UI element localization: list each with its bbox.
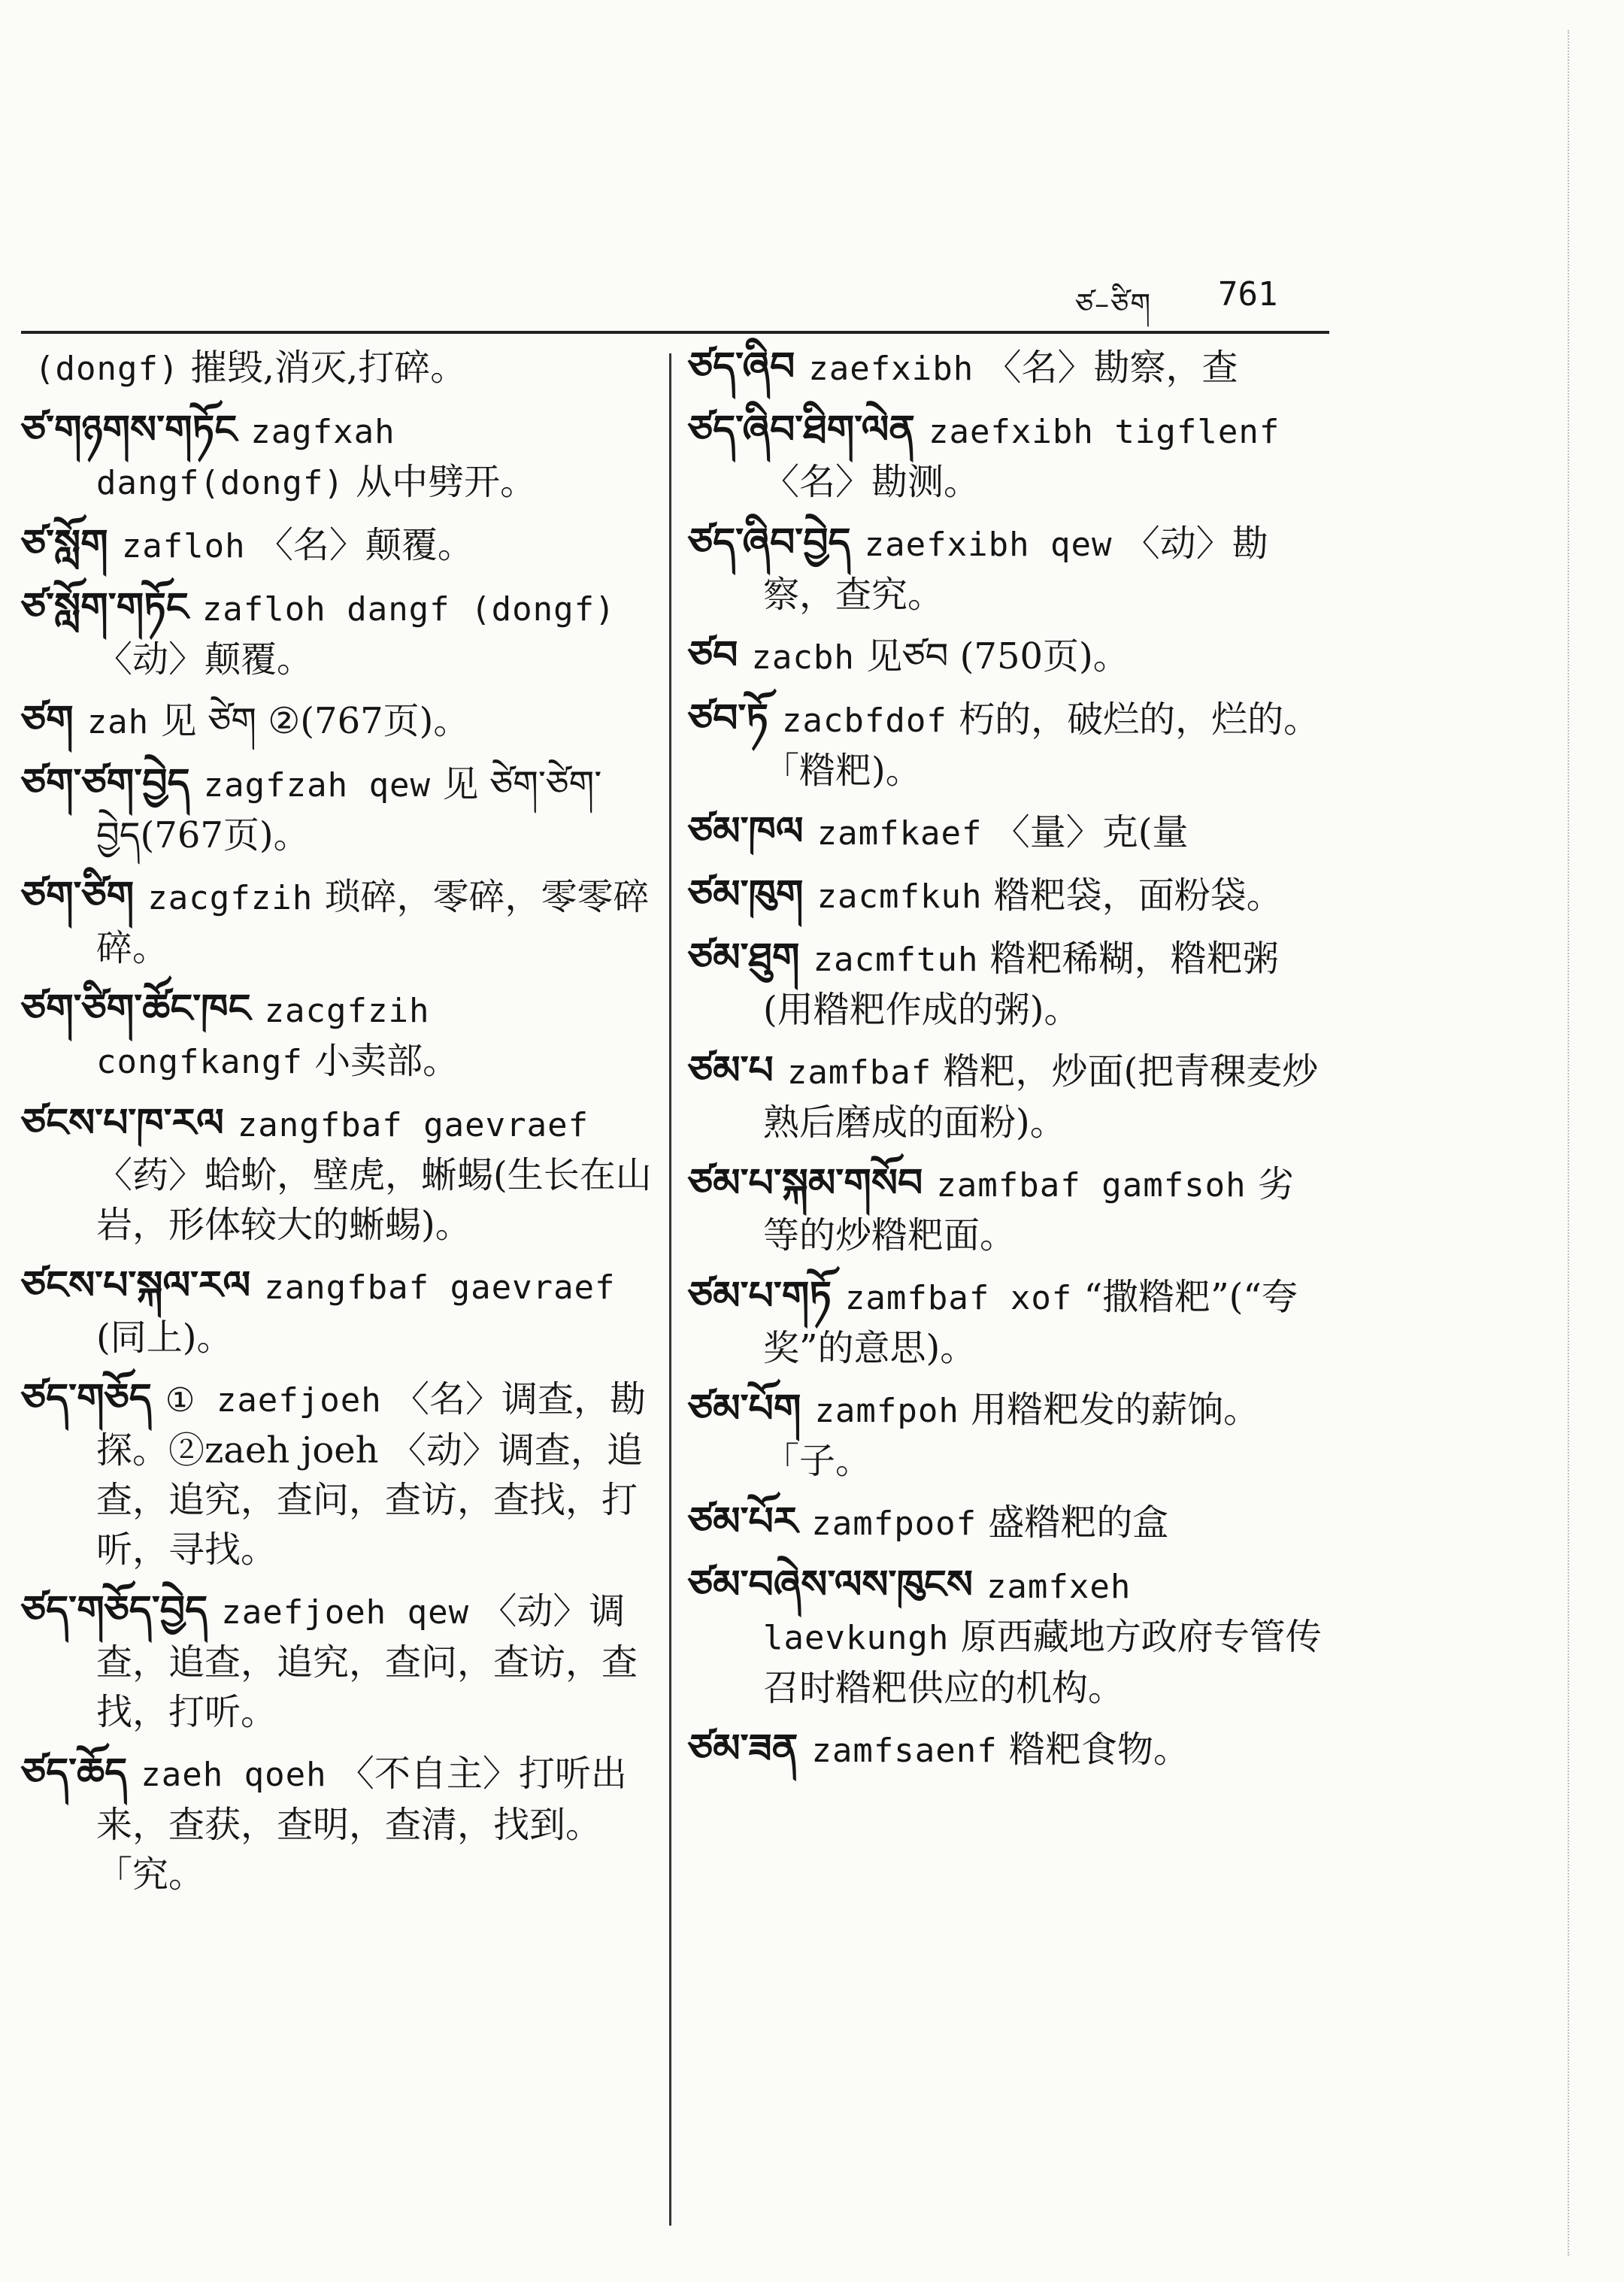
entry-romanization: zaeh qoeh <box>141 1756 327 1794</box>
entry-romanization: zamfpoh <box>814 1392 959 1430</box>
entry-definition: 摧毁,消灭,打碎。 <box>190 347 467 389</box>
running-head: ཙ–ཙིག <box>1075 287 1153 320</box>
entry-definition: (同上)。 <box>96 1317 233 1359</box>
entry-headword: ཙམ་བཞེས་ལས་ཁུངས <box>688 1562 973 1608</box>
entry-headword: ཙ་སློག <box>21 522 108 567</box>
dictionary-entry <box>688 807 1327 859</box>
entry-headword: ཙམ་པོར <box>688 1499 798 1544</box>
entry-definition: 用糌粑发的薪饷。「子。 <box>763 1389 1260 1482</box>
entry-romanization: zamfbaf <box>786 1053 932 1092</box>
entry-definition: 〈不自主〉打听出来，查获，查明，查清，找到。「究。 <box>96 1753 627 1896</box>
dictionary-entry <box>688 1271 1327 1373</box>
entry-romanization: zaefxibh qew <box>864 526 1113 564</box>
entry-headword: ཙམ་ཁལ <box>688 809 804 854</box>
dictionary-entry <box>21 583 653 684</box>
dictionary-entry <box>21 405 653 508</box>
entry-headword: ཙབ <box>688 633 738 678</box>
dictionary-entry <box>21 984 653 1087</box>
dictionary-entry <box>21 696 653 747</box>
entry-headword: ཙམ་ཐུག <box>688 935 800 980</box>
dictionary-entry <box>21 1748 653 1899</box>
dictionary-entry <box>21 1586 653 1737</box>
entry-headword: ཙག <box>21 698 74 743</box>
entry-romanization: zacgfzih <box>147 879 314 917</box>
entry-definition: 〈动〉颠覆。 <box>96 638 314 680</box>
entry-romanization: zaefxibh <box>808 350 974 388</box>
entry-definition: 见 ཙེག་ཙེག་བྱེད(767页)。 <box>96 763 602 856</box>
entry-romanization: (dongf) <box>35 350 180 388</box>
entry-definition: 〈动〉勘察，查究。 <box>763 523 1268 616</box>
page-number: 761 <box>1218 275 1278 314</box>
dictionary-entry <box>21 1099 653 1250</box>
entry-romanization: zamfkaef <box>817 814 983 853</box>
entry-headword: ཙད་ཞིབ་བྱེད <box>688 520 851 565</box>
dictionary-entry <box>688 933 1327 1035</box>
dictionary-entry <box>688 1159 1327 1260</box>
dictionary-entry <box>21 1374 653 1574</box>
entry-definition: “撒糌粑”(“夸奖”的意思)。 <box>763 1276 1298 1369</box>
entry-romanization: zacmfkuh <box>817 877 983 916</box>
entry-romanization: zagfxah dangf(dongf) <box>96 413 395 502</box>
dictionary-entry <box>688 1560 1327 1713</box>
entry-headword: ཙག་ཙིག་ཚོང་ཁང <box>21 986 251 1032</box>
entry-headword: ཙམ་པ <box>688 1048 774 1093</box>
entry-definition: 〈名〉勘测。 <box>763 461 980 503</box>
entry-headword: ཙབ་ཏོ <box>688 696 768 741</box>
entry-romanization: zacgfzih congfkangf <box>96 992 430 1081</box>
entry-headword: ཙ་གཉགས་གཏོང <box>21 408 238 453</box>
entry-romanization: zamfpoof <box>811 1505 977 1543</box>
entry-definition: 盛糌粑的盒 <box>988 1502 1169 1544</box>
entry-definition: 〈药〉蛤蚧，壁虎，蜥蜴(生长在山岩，形体较大的蜥蜴)。 <box>96 1154 652 1246</box>
entry-romanization: zangfbaf gaevraef <box>237 1106 589 1144</box>
entry-romanization: zangfbaf gaevraef <box>264 1268 616 1307</box>
entry-headword: ཙམ་ཁུག <box>688 872 804 917</box>
entry-romanization: zamfxeh laevkungh <box>763 1568 1132 1657</box>
entry-definition: 〈名〉勘察，查 <box>985 347 1238 389</box>
dictionary-entry <box>21 342 653 394</box>
dictionary-entry <box>688 694 1327 796</box>
entry-definition: 见 ཙེག ②(767页)。 <box>160 700 470 742</box>
dictionary-entry <box>688 1497 1327 1549</box>
dictionary-entry <box>688 631 1327 683</box>
left-column <box>21 342 653 1911</box>
entry-definition: 糌粑食物。 <box>1009 1729 1190 1771</box>
entry-romanization: zafloh <box>121 527 246 565</box>
entry-romanization: ① zaefjoeh <box>165 1381 382 1420</box>
entry-headword: ཙམ་པ་གཏོ <box>688 1274 832 1319</box>
dictionary-entry <box>688 405 1327 507</box>
entry-definition: 从中劈开。 <box>356 461 537 503</box>
dictionary-entry <box>21 1261 653 1362</box>
entry-definition: 小卖部。 <box>314 1040 459 1082</box>
scan-edge-mark <box>1568 30 1569 2256</box>
entry-headword: ཙག་ཙག་བྱེད <box>21 761 190 806</box>
entry-headword: ཙད་གཅོད <box>21 1376 152 1421</box>
dictionary-entry <box>688 1724 1327 1776</box>
right-column <box>688 342 1327 1787</box>
entry-romanization: zaefxibh tigflenf <box>928 413 1280 451</box>
dictionary-entry <box>688 1046 1327 1147</box>
dictionary-entry <box>688 1384 1327 1486</box>
dictionary-entry <box>21 871 653 973</box>
entry-definition: 糌粑稀糊，糌粑粥(用糌粑作成的粥)。 <box>763 938 1279 1031</box>
column-divider <box>669 353 671 2226</box>
entry-definition: 〈名〉颠覆。 <box>256 524 474 566</box>
dictionary-entry <box>688 518 1327 620</box>
entry-headword: ཙམ་པ་སྐམ་གསོབ <box>688 1161 923 1206</box>
entry-definition: 糌粑，炒面(把青稞麦炒熟后磨成的面粉)。 <box>763 1050 1319 1144</box>
entry-definition: 〈量〉克(量 <box>993 811 1189 853</box>
entry-definition: 糌粑袋，面粉袋。 <box>993 874 1283 917</box>
entry-romanization: zaefjoeh qew <box>221 1593 470 1632</box>
entry-headword: ཙམ་ཟན <box>688 1726 798 1771</box>
entry-romanization: zacmftuh <box>813 941 979 979</box>
entry-romanization: zamfbaf xof <box>844 1279 1073 1317</box>
entry-headword: ཙངས་པ་ཁ་རལ <box>21 1101 224 1146</box>
entry-headword: ཙད་གཅོད་བྱེད <box>21 1588 208 1633</box>
dictionary-entry <box>688 870 1327 922</box>
entry-headword: ཙད་ཞིབ <box>688 344 795 389</box>
entry-romanization: zacbfdof <box>781 702 947 740</box>
entry-definition: 原西藏地方政府专管传召时糌粑供应的机构。 <box>763 1616 1322 1709</box>
entry-romanization: zah <box>86 703 150 741</box>
entry-headword: ཙམ་པོག <box>688 1386 801 1432</box>
entry-headword: ཙད་ཞིབ་ཐིག་ལེན <box>688 408 915 453</box>
entry-romanization: zamfbaf gamfsoh <box>936 1166 1247 1205</box>
header-rule <box>21 331 1329 334</box>
entry-romanization: zacbh <box>751 638 855 677</box>
dictionary-entry <box>21 759 653 860</box>
dictionary-entry <box>688 342 1327 394</box>
entry-definition: 琐碎，零碎，零零碎碎。 <box>96 876 650 969</box>
dictionary-entry <box>21 520 653 571</box>
entry-romanization: zamfsaenf <box>811 1732 998 1770</box>
entry-definition: 劣等的炒糌粑面。 <box>763 1163 1294 1256</box>
entry-headword: ཙད་ཆོད <box>21 1750 128 1796</box>
entry-romanization: zagfzah qew <box>203 766 432 805</box>
entry-definition: 〈名〉调查，勘探。②zaeh joeh 〈动〉调查，追查，追究，查问，查访，查找，打听，寻找。 <box>96 1378 647 1571</box>
entry-headword: ཙ་སློག་གཏོང <box>21 585 189 630</box>
entry-headword: ཙངས་པ་སྐལ་རལ <box>21 1263 251 1308</box>
entry-definition: 朽的，破烂的，烂的。「糌粑)。 <box>763 699 1320 792</box>
entry-romanization: zafloh dangf (dongf) <box>201 590 616 629</box>
entry-definition: 〈动〉调查，追查，追究，查问，查访，查找，打听。 <box>96 1590 638 1733</box>
entry-definition: 见ཙབ (750页)。 <box>866 635 1129 677</box>
entry-headword: ཙག་ཙིག <box>21 874 135 919</box>
